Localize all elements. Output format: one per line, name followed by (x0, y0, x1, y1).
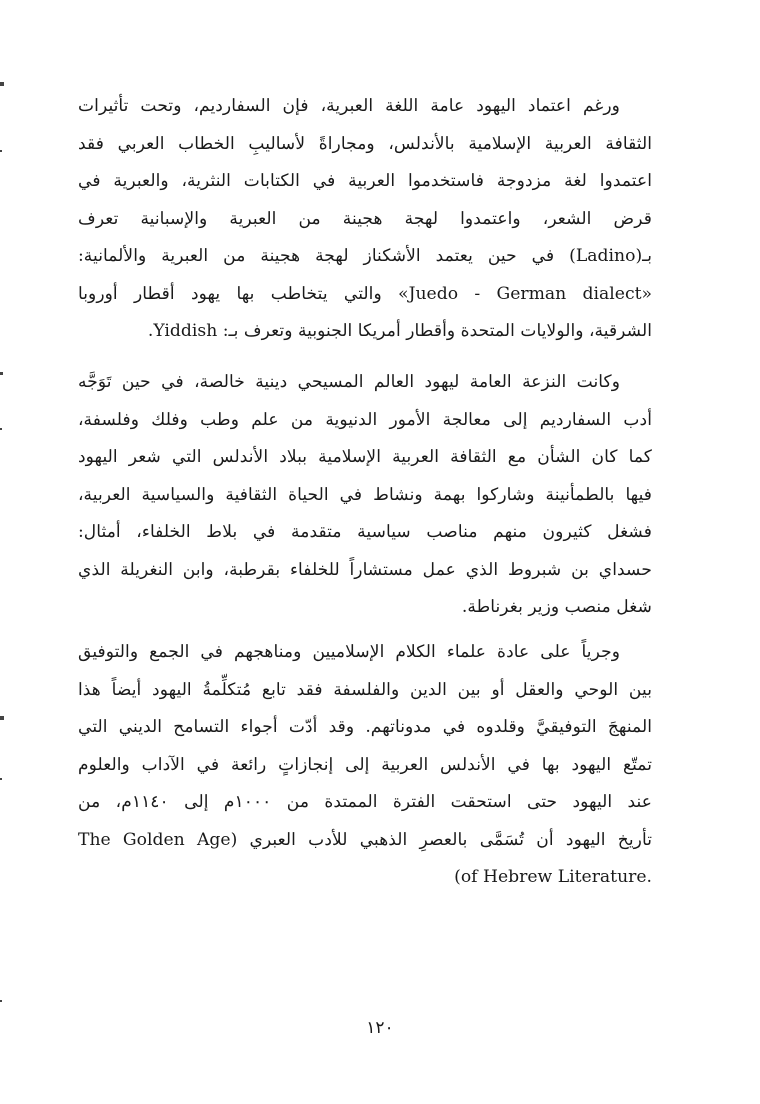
text-line: عند اليهود حتى استحقت الفترة الممتدة من ١٠٠٠م إلى ١١٤٠م، من (78, 792, 652, 812)
text-line: .of Hebrew Literature) (454, 867, 652, 887)
text-line: تمتّع اليهود بها في الأندلس العربية إلى إنجازاتٍ رائعة في الآداب والعلوم (78, 754, 652, 775)
text-line: المنهجَ التوفيقيَّ وقلدوه في مدوناتهم. وقد أدّت أجواء التسامح الديني التي (78, 717, 652, 737)
text-line: اعتمدوا لغة مزدوجة فاستخدموا العربية في الكتابات النثرية، والعبرية في (78, 171, 652, 191)
scan-artifact (0, 82, 4, 86)
text-line: ورغم اعتماد اليهود عامة اللغة العبرية، فإن السفارديم، وتحت تأثيرات (78, 96, 620, 116)
scan-artifact (0, 716, 4, 720)
paragraph-2 (78, 364, 652, 627)
text-line: فيها بالطمأنينة وشاركوا بهمة ونشاط في الحياة الثقافية والسياسية العربية، (78, 484, 652, 505)
paragraph-3 (78, 634, 652, 897)
text-line: فشغل كثيرون منهم مناصب سياسية متقدمة في بلاط الخلفاء، أمثال: (78, 522, 652, 542)
page-number: ١٢٠ (366, 1018, 394, 1038)
scan-artifact (0, 372, 3, 375)
scan-artifact (0, 428, 2, 430)
text-line: كما كان الشأن مع الثقافة العربية الإسلامية ببلاد الأندلس التي شعر اليهود (78, 447, 652, 467)
text-line: «Juedo - German dialect» والتي يتخاطب بها يهود أقطار أوروبا (78, 283, 652, 304)
scan-artifact (0, 1000, 2, 1002)
text-line: شغل منصب وزير بغرناطة. (461, 597, 652, 617)
scan-artifact (0, 778, 2, 780)
text-line: بـ(Ladino) في حين يعتمد الأشكناز لهجة هجينة من العبرية والألمانية: (78, 246, 652, 266)
text-line: قرض الشعر، واعتمدوا لهجة هجينة من العبرية والإسبانية تعرف (78, 208, 652, 229)
scan-artifact (0, 150, 2, 152)
text-line: تأريخ اليهود أن تُسَمَّى بالعصرِ الذهبي للأدب العبري (The Golden Age (78, 829, 652, 850)
paragraph-1 (78, 88, 652, 351)
text-line: بين الوحي والعقل أو بين الدين والفلسفة فقد تابع مُتكلِّمةُ اليهود أيضاً هذا (78, 679, 652, 700)
text-line: وكانت النزعة العامة ليهود العالم المسيحي دينية خالصة، في حين تَوَجَّه (78, 372, 620, 392)
text-line: أدب السفارديم إلى معالجة الأمور الدنيوية من علم وطب وفلك وفلسفة، (78, 409, 652, 430)
text-line: حسداي بن شبروط الذي عمل مستشاراً للخلفاء بقرطبة، وابن النغريلة الذي (78, 559, 652, 580)
text-line: وجرياً على عادة علماء الكلام الإسلاميين ومناهجهم في الجمع والتوفيق (78, 642, 620, 662)
text-line: الثقافة العربية الإسلامية بالأندلس، ومجاراةً لأساليبِ الخطاب العربي فقد (78, 133, 652, 154)
text-line: الشرقية، والولايات المتحدة وأقطار أمريكا الجنوبية وتعرف بـ: Yiddish. (147, 321, 652, 341)
